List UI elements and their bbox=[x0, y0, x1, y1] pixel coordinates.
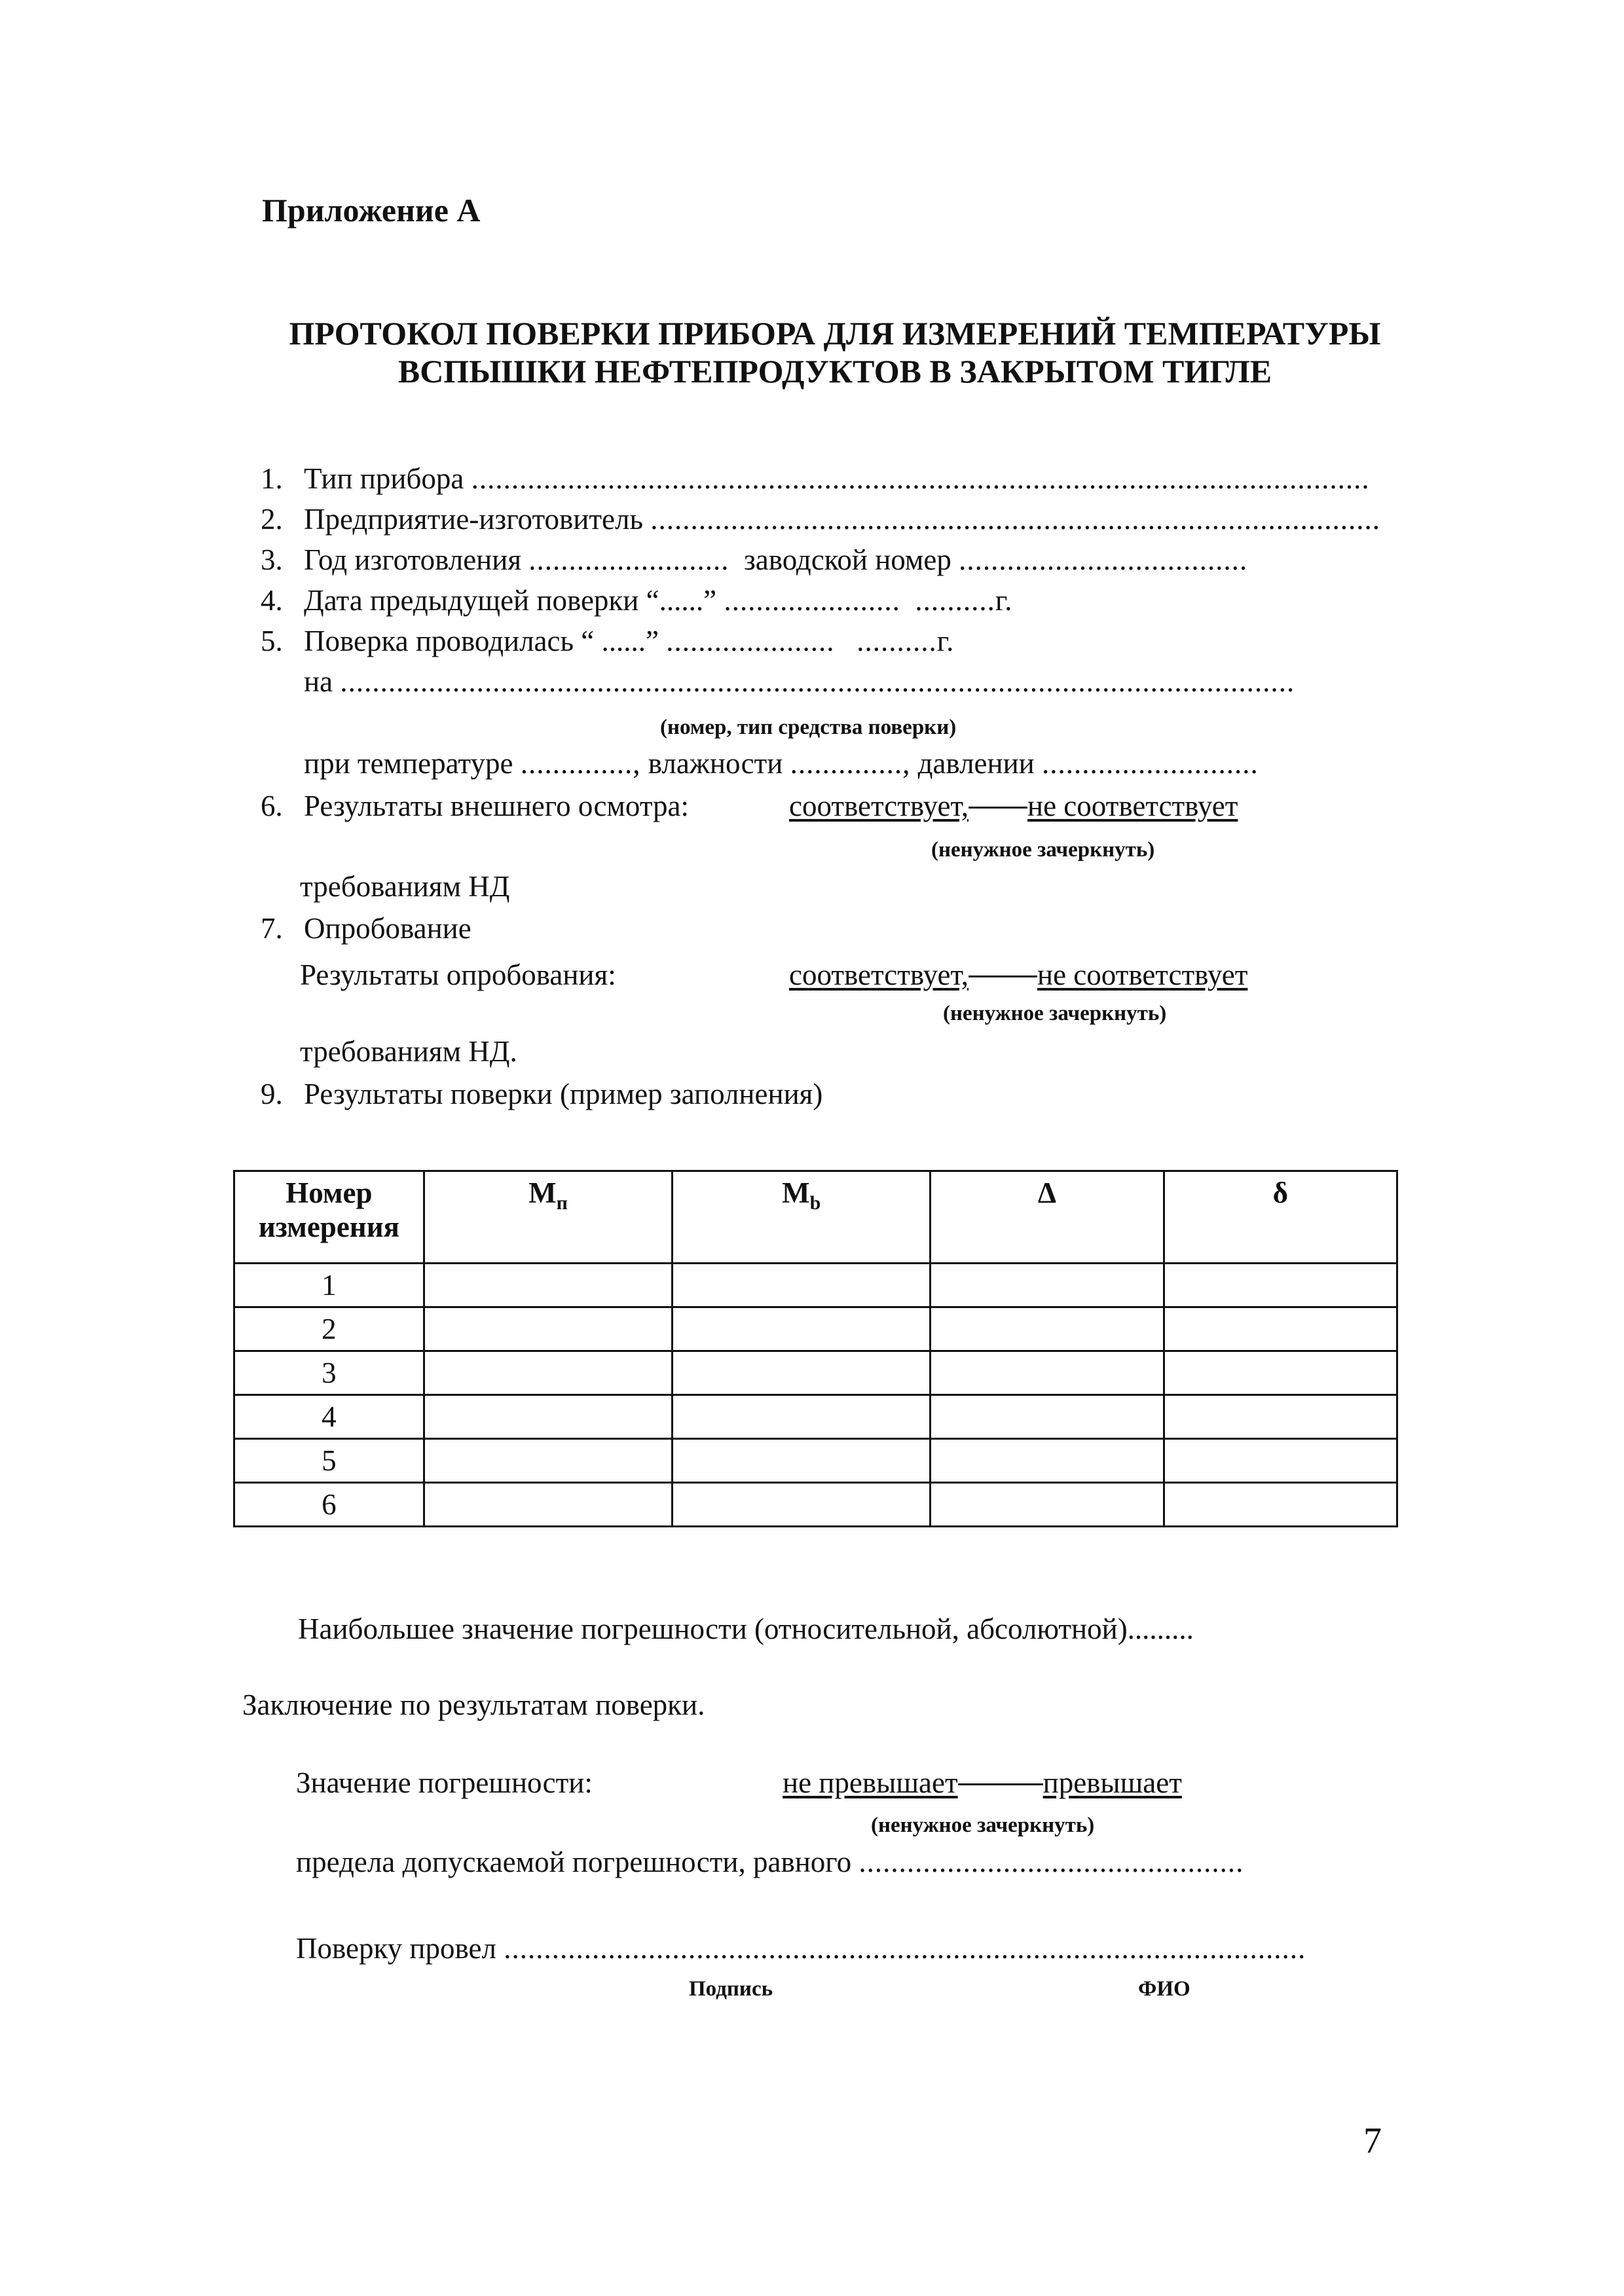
fill-dots: ........................................................................................... bbox=[650, 503, 1380, 536]
fill-dots: ......................... bbox=[528, 543, 729, 576]
item-number: 7. bbox=[261, 912, 283, 945]
cell-mn bbox=[424, 1439, 672, 1483]
max-error-line: Наибольшее значение погрешности (относительной, абсолютной)......... bbox=[298, 1613, 1194, 1645]
item-verification-means bbox=[304, 665, 1295, 699]
table-header-row bbox=[234, 1171, 1397, 1264]
inspection-options bbox=[789, 789, 1238, 823]
table-row bbox=[234, 1264, 1397, 1307]
fill-dots: ....................................................................................................................... bbox=[340, 665, 1295, 698]
header-mb: $М_b$ bbox=[673, 1171, 931, 1264]
cell-delta-abs bbox=[931, 1483, 1164, 1527]
item-number: 1. bbox=[261, 462, 283, 495]
field-label: Поверка проводилась “ ......” bbox=[304, 625, 659, 657]
testing-options bbox=[789, 958, 1247, 992]
item-number: 4. bbox=[261, 584, 283, 617]
ambient-conditions bbox=[304, 746, 1259, 780]
item-testing bbox=[261, 911, 471, 945]
item-verification-performed bbox=[261, 624, 954, 658]
cell-delta-abs bbox=[931, 1264, 1164, 1307]
cell-delta-rel bbox=[1164, 1307, 1397, 1351]
cell-mn bbox=[424, 1395, 672, 1439]
cell-mn bbox=[424, 1264, 672, 1307]
cell-delta-rel bbox=[1164, 1351, 1397, 1395]
fill-dots: ................................................ bbox=[858, 1846, 1244, 1878]
requirements-text: требованиям НД. bbox=[300, 1035, 517, 1068]
option-conforms: соответствует, bbox=[789, 790, 969, 822]
fill-dots: ...................... bbox=[724, 584, 900, 617]
header-text: Номер bbox=[286, 1176, 373, 1209]
strike-hint: (ненужное зачеркнуть) bbox=[931, 838, 1155, 862]
table-row bbox=[234, 1307, 1397, 1351]
row-number: 1 bbox=[234, 1264, 424, 1307]
table-row bbox=[234, 1351, 1397, 1395]
option-separator bbox=[969, 975, 1037, 977]
serial-number-label: заводской номер bbox=[744, 543, 951, 576]
table-row bbox=[234, 1395, 1397, 1439]
fill-dots: ................................................................................................................ bbox=[471, 462, 1370, 495]
table-row bbox=[234, 1483, 1397, 1527]
fill-dots: .............., bbox=[520, 747, 641, 780]
cell-delta-abs bbox=[931, 1395, 1164, 1439]
row-number: 2 bbox=[234, 1307, 424, 1351]
item-device-type bbox=[261, 462, 1370, 496]
cell-mn bbox=[424, 1483, 672, 1527]
cell-mb bbox=[673, 1264, 931, 1307]
temperature-label: при температуре bbox=[304, 747, 513, 780]
item-manufacturer bbox=[261, 502, 1380, 536]
full-name-label: ФИО bbox=[1138, 1977, 1190, 2001]
item-verification-results bbox=[261, 1077, 822, 1111]
testing-results-label: Результаты опробования: bbox=[300, 958, 616, 991]
row-number: 4 bbox=[234, 1395, 424, 1439]
tolerance-limit-label: предела допускаемой погрешности, равного bbox=[296, 1846, 852, 1878]
field-label: Дата предыдущей поверки “......” bbox=[304, 584, 717, 617]
cell-mb bbox=[673, 1395, 931, 1439]
item-external-inspection bbox=[261, 789, 689, 823]
verified-by-label: Поверку провел bbox=[296, 1932, 496, 1965]
header-delta-rel: δ bbox=[1164, 1171, 1397, 1264]
option-not-conforms: не соответствует bbox=[1037, 958, 1248, 991]
strike-hint: (ненужное зачеркнуть) bbox=[871, 1813, 1095, 1837]
option-not-exceeds: не превышает bbox=[783, 1766, 958, 1799]
field-label: на bbox=[304, 665, 333, 698]
table-row bbox=[234, 1439, 1397, 1483]
cell-delta-rel bbox=[1164, 1395, 1397, 1439]
cell-delta-rel bbox=[1164, 1264, 1397, 1307]
document-title-line-2: ВСПЫШКИ НЕФТЕПРОДУКТОВ В ЗАКРЫТОМ ТИГЛЕ bbox=[397, 353, 1272, 390]
cell-mb bbox=[673, 1483, 931, 1527]
header-measurement-number bbox=[234, 1171, 424, 1264]
row-number: 5 bbox=[234, 1439, 424, 1483]
cell-mb bbox=[673, 1439, 931, 1483]
cell-delta-abs bbox=[931, 1307, 1164, 1351]
cell-mn bbox=[424, 1351, 672, 1395]
cell-delta-abs bbox=[931, 1439, 1164, 1483]
humidity-label: влажности bbox=[648, 747, 783, 780]
document-title-line-1: ПРОТОКОЛ ПОВЕРКИ ПРИБОРА ДЛЯ ИЗМЕРЕНИЙ ТЕМПЕРАТУРЫ bbox=[289, 315, 1381, 352]
error-options bbox=[783, 1766, 1182, 1800]
tolerance-limit-line bbox=[296, 1845, 1244, 1879]
cell-delta-rel bbox=[1164, 1439, 1397, 1483]
field-label: Тип прибора bbox=[304, 462, 464, 495]
cell-delta-rel bbox=[1164, 1483, 1397, 1527]
results-table bbox=[233, 1170, 1398, 1527]
field-label: Опробование bbox=[304, 912, 471, 945]
signature-label: Подпись bbox=[689, 1977, 773, 2001]
item-number: 9. bbox=[261, 1078, 283, 1110]
pressure-label: давлении bbox=[917, 747, 1035, 780]
requirements-text: требованиям НД bbox=[300, 870, 510, 903]
item-number: 2. bbox=[261, 503, 283, 536]
fill-dots: .................................................................................................... bbox=[504, 1932, 1306, 1965]
row-number: 6 bbox=[234, 1483, 424, 1527]
error-value-label: Значение погрешности: bbox=[296, 1766, 593, 1799]
field-label: Результаты поверки (пример заполнения) bbox=[304, 1078, 823, 1110]
header-mn: $М_п$ bbox=[424, 1171, 672, 1264]
cell-mn bbox=[424, 1307, 672, 1351]
cell-mb bbox=[673, 1351, 931, 1395]
item-number: 5. bbox=[261, 625, 283, 657]
fill-dots: ..................... bbox=[666, 625, 835, 657]
option-conforms: соответствует, bbox=[789, 958, 969, 991]
fill-dots: .................................... bbox=[959, 543, 1248, 576]
field-label: Результаты внешнего осмотра: bbox=[304, 790, 690, 822]
field-label: Предприятие-изготовитель bbox=[304, 503, 643, 536]
option-separator bbox=[969, 807, 1027, 809]
item-manufacture-year bbox=[261, 543, 1247, 577]
item-number: 6. bbox=[261, 790, 283, 822]
cell-mb bbox=[673, 1307, 931, 1351]
item-number: 3. bbox=[261, 543, 283, 576]
option-not-conforms: не соответствует bbox=[1027, 790, 1238, 822]
option-separator bbox=[958, 1783, 1043, 1785]
header-delta-abs: Δ bbox=[931, 1171, 1164, 1264]
option-exceeds: превышает bbox=[1043, 1766, 1182, 1799]
header-text: измерения bbox=[258, 1211, 400, 1243]
year-dots: ..........г. bbox=[857, 625, 955, 657]
verification-means-hint: (номер, тип средства поверки) bbox=[660, 716, 957, 739]
page-number: 7 bbox=[1363, 2121, 1382, 2161]
row-number: 3 bbox=[234, 1351, 424, 1395]
cell-delta-abs bbox=[931, 1351, 1164, 1395]
appendix-heading: Приложение А bbox=[262, 192, 481, 228]
strike-hint: (ненужное зачеркнуть) bbox=[943, 1002, 1167, 1025]
fill-dots: .............., bbox=[790, 747, 911, 780]
item-previous-verification-date bbox=[261, 583, 1012, 617]
conclusion-heading: Заключение по результатам поверки. bbox=[242, 1688, 705, 1721]
fill-dots: ........................... bbox=[1042, 747, 1259, 780]
year-dots: ..........г. bbox=[915, 584, 1013, 617]
verified-by-line bbox=[296, 1931, 1306, 1965]
field-label: Год изготовления bbox=[304, 543, 522, 576]
